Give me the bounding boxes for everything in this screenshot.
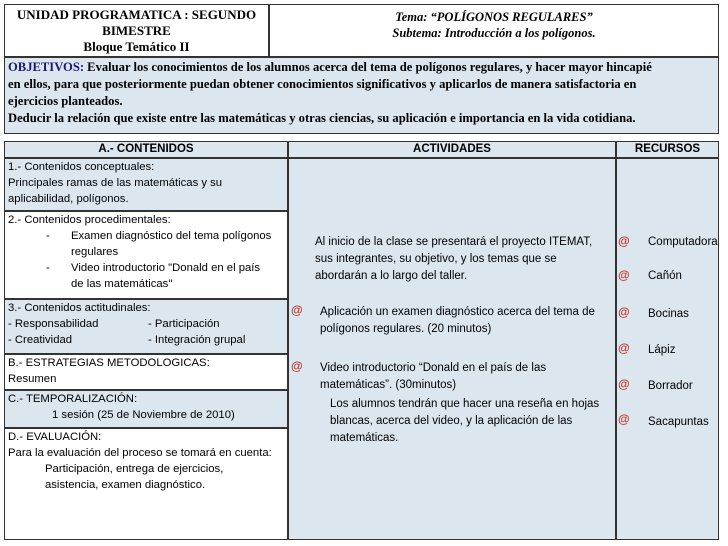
- evaluacion-line-3: asistencia, examen diagnóstico.: [45, 479, 206, 491]
- swirl-bullet-icon: @: [618, 234, 630, 248]
- estrategias-title: B.- ESTRATEGIAS METODOLOGICAS:: [8, 357, 210, 369]
- unidad-line-1: UNIDAD PROGRAMATICA : SEGUNDO: [16, 7, 257, 22]
- recurso-borrador: Borrador: [648, 380, 693, 392]
- tema-title: Tema: “POLÍGONOS REGULARES”: [395, 10, 593, 24]
- actividad-resena: [330, 396, 615, 447]
- header-recursos: RECURSOS: [616, 141, 719, 158]
- proc-item-1-line-1: Examen diagnóstico del tema polígonos: [71, 230, 272, 242]
- swirl-bullet-icon: @: [618, 305, 630, 319]
- actividad-1-line-1: Al inicio de la clase se presentará el proyecto ITEMAT,: [315, 236, 593, 248]
- conceptuales-line-2: aplicabilidad, polígonos.: [8, 193, 129, 205]
- contenidos-conceptuales: [4, 158, 288, 211]
- proc-item-1-line-2: regulares: [71, 246, 119, 258]
- actividad-4-line-3: matemáticas.: [330, 432, 399, 444]
- actividad-2-line-1: Aplicación un examen diagnóstico acerca del tema de: [320, 306, 595, 318]
- objetivos-box: [4, 57, 719, 134]
- actividad-1-line-3: abordarán a lo largo del taller.: [315, 270, 468, 282]
- recurso-sacapuntas: Sacapuntas: [648, 416, 709, 428]
- evaluacion-title: D.- EVALUACIÓN:: [8, 431, 102, 443]
- proc-item-2-line-1: Video introductorio "Donald en el país: [71, 262, 261, 274]
- actitudinales-title: 3.- Contenidos actitudinales:: [8, 302, 151, 314]
- actividad-3-line-2: matemáticas”. (30minutos): [320, 379, 457, 391]
- actividad-1-line-2: sus integrantes, su objetivo, y los temas que se: [315, 253, 557, 265]
- swirl-bullet-icon: @: [618, 268, 630, 282]
- swirl-bullet-icon: @: [291, 303, 303, 317]
- swirl-bullet-icon: @: [618, 377, 630, 391]
- objetivos-line-1: Evaluar los conocimientos de los alumnos acerca del tema de polígonos regulares, y hacer mayor hincapié: [84, 60, 652, 74]
- evaluacion-line-2: Participación, entrega de ejercicios,: [45, 463, 224, 475]
- temporalizacion: [4, 390, 288, 428]
- unidad-line-2: BIMESTRE: [102, 23, 171, 38]
- recurso-lapiz: Lápiz: [648, 344, 676, 356]
- actividad-examen: [320, 304, 615, 338]
- objetivos-line-4: Deducir la relación que existe entre las matemáticas y otras ciencias, su aplicación e importancia en la vida cotidiana.: [8, 111, 636, 125]
- recurso-canon: Cañón: [648, 270, 682, 282]
- proc-item-1: [8, 228, 284, 244]
- actitudinal-integracion: - Integración grupal: [148, 334, 246, 346]
- subtema-title: Subtema: Introducción a los polígonos.: [392, 26, 596, 40]
- actitudinal-responsabilidad: - Responsabilidad: [8, 318, 99, 330]
- recurso-computadora: Computadora: [648, 236, 718, 248]
- temporalizacion-value: 1 sesión (25 de Noviembre de 2010): [52, 409, 235, 421]
- estrategias-value: Resumen: [8, 373, 57, 385]
- proc-item-2-line-2: de las matemáticas": [71, 278, 173, 290]
- unidad-line-3: Bloque Temático II: [83, 39, 190, 54]
- swirl-bullet-icon: @: [618, 341, 630, 355]
- evaluacion: [4, 428, 288, 540]
- procedimentales-title: 2.- Contenidos procedimentales:: [8, 214, 171, 226]
- header-contenidos: A.- CONTENIDOS: [4, 141, 288, 158]
- actividad-2-line-2: polígonos regulares. (20 minutos): [320, 323, 492, 335]
- objetivos-label: OBJETIVOS:: [8, 60, 85, 74]
- temporalizacion-title: C.- TEMPORALIZACIÓN:: [8, 393, 138, 405]
- tema-header: [269, 4, 719, 57]
- actitudinal-participacion: - Participación: [148, 318, 220, 330]
- conceptuales-line-1: Principales ramas de las matemáticas y su: [8, 177, 223, 189]
- estrategias-metodologicas: [4, 354, 288, 390]
- unidad-header: [4, 4, 269, 57]
- recurso-bocinas: Bocinas: [648, 308, 689, 320]
- conceptuales-title: 1.- Contenidos conceptuales:: [8, 161, 155, 173]
- actividad-presentacion: [315, 234, 615, 285]
- contenidos-procedimentales: [4, 211, 288, 299]
- proc-item-2: [8, 260, 284, 276]
- swirl-bullet-icon: @: [291, 359, 303, 373]
- contenidos-actitudinales: [4, 299, 288, 354]
- actitudinal-creatividad: - Creatividad: [8, 334, 73, 346]
- evaluacion-line-1: Para la evaluación del proceso se tomará en cuenta:: [8, 447, 272, 459]
- header-actividades: ACTIVIDADES: [288, 141, 616, 158]
- actividades-column: [288, 158, 616, 540]
- actividad-video: [320, 360, 615, 394]
- swirl-bullet-icon: @: [618, 412, 630, 426]
- objetivos-line-3: ejercicios planteados.: [8, 94, 123, 108]
- actividad-3-line-1: Video introductorio “Donald en el país de las: [320, 362, 547, 374]
- objetivos-line-2: en ellos, para que posteriormente puedan obtener conocimientos significativos y aplicarlos de manera satisfactoria en: [8, 77, 637, 91]
- actividad-4-line-2: blancas, acerca del video, y la aplicación de las: [330, 415, 573, 427]
- actividad-4-line-1: Los alumnos tendrán que hacer una reseña en hojas: [330, 398, 600, 410]
